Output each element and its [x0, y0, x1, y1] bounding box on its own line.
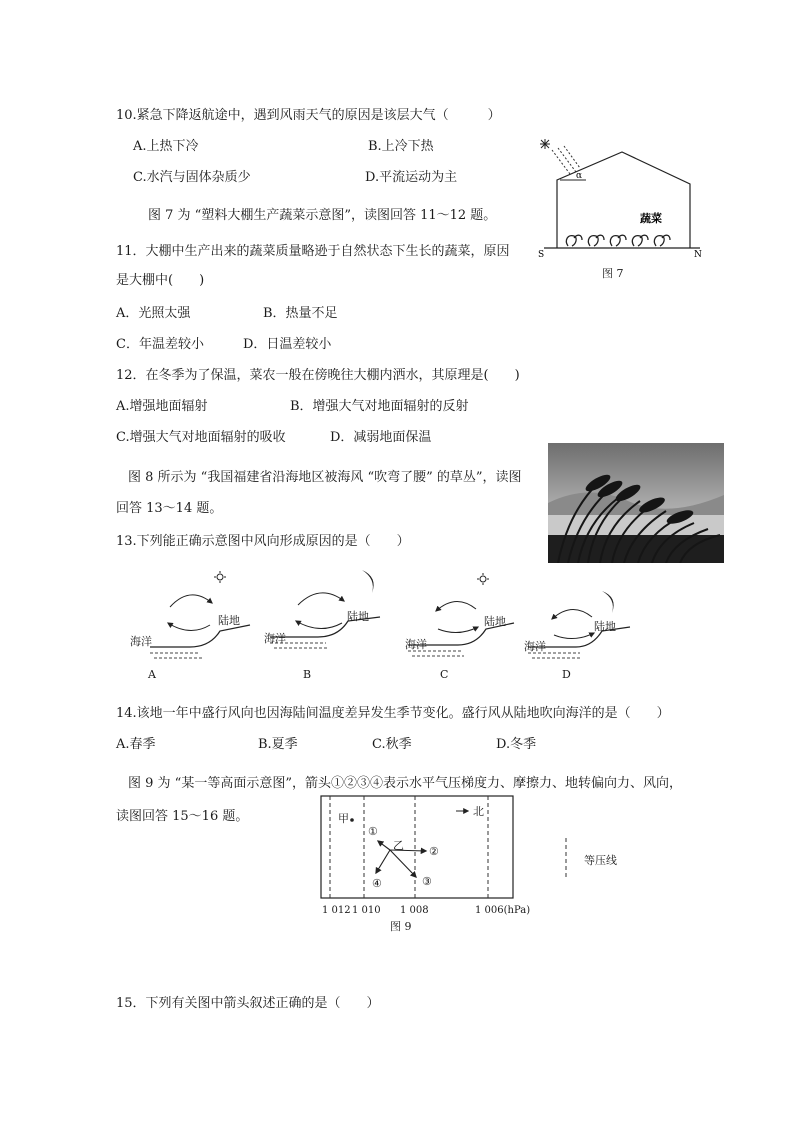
point-jia-label: 甲: [338, 812, 349, 825]
isobar-legend-label: 等压线: [584, 854, 617, 867]
q12-option-d: D．减弱地面保温: [330, 430, 432, 445]
arrow-1-label: ①: [368, 825, 378, 838]
point-yi-label: 乙: [393, 839, 404, 852]
panel-c-letter: C: [440, 668, 449, 681]
panel-d-sea-label: 海洋: [524, 640, 546, 653]
fig7-greenhouse-diagram: [530, 130, 710, 258]
q14-option-c: C.秋季: [372, 737, 412, 752]
panel-d-letter: D: [562, 668, 571, 681]
isobar-1012: 1 012: [322, 905, 351, 916]
north-label: 北: [473, 805, 484, 818]
fig7-caption: 图 7: [602, 267, 624, 280]
q11-option-c: C．年温差较小: [116, 337, 204, 352]
q10-option-d: D.平流运动为主: [365, 170, 458, 185]
moon-icon: [602, 591, 614, 613]
fig9-intro-line2: 读图回答 15～16 题。: [116, 809, 249, 824]
q12-option-b: B．增强大气对地面辐射的反射: [290, 399, 469, 414]
fig8-intro-line1: 图 8 所示为 “我国福建省沿海地区被海风 “吹弯了腰” 的草丛”，读图: [128, 470, 522, 485]
isobar-1006: 1 006(hPa): [475, 905, 531, 916]
vegetable-plants: [566, 235, 670, 246]
arrow-2-label: ②: [429, 845, 439, 858]
point-jia-dot: [350, 818, 354, 822]
fig9-caption: 图 9: [390, 920, 412, 933]
q12-stem: 12．在冬季为了保温，菜农一般在傍晚往大棚内洒水，其原理是( ): [116, 368, 520, 383]
q11-option-b: B．热量不足: [263, 306, 338, 321]
q14-option-a: A.春季: [116, 737, 156, 752]
north-label: N: [694, 250, 702, 258]
q10-stem: 10.紧急下降返航途中，遇到风雨天气的原因是该层大气（ ）: [116, 108, 501, 123]
arrow-4: [376, 850, 390, 873]
isobar-legend-line: [563, 838, 569, 878]
q14-stem: 14.该地一年中盛行风向也因海陆间温度差异发生季节变化。盛行风从陆地吹向海洋的是（ ）: [116, 706, 670, 721]
q14-option-d: D.冬季: [496, 737, 537, 752]
fig9-isobar-diagram: [320, 795, 514, 901]
panel-b-land-label: 陆地: [347, 610, 369, 623]
sun-icon: [540, 139, 550, 149]
greenhouse-outline: [557, 152, 690, 248]
arrow-3: [390, 850, 416, 877]
q11-stem-line1: 11．大棚中生产出来的蔬菜质量略逊于自然状态下生长的蔬菜，原因: [116, 244, 510, 259]
q12-option-a: A.增强地面辐射: [116, 399, 208, 414]
q11-stem-line2: 是大棚中( ): [116, 273, 205, 288]
panel-c-land-label: 陆地: [484, 615, 506, 628]
isobar-1008: 1 008: [400, 905, 429, 916]
q15-stem: 15．下列有关图中箭头叙述正确的是（ ）: [116, 996, 380, 1011]
q12-option-c: C.增强大气对地面辐射的吸收: [116, 430, 286, 445]
south-label: S: [538, 250, 545, 258]
panel-a-land-label: 陆地: [218, 614, 240, 627]
panel-a-letter: A: [148, 668, 156, 681]
fig8-intro-line2: 回答 13～14 题。: [116, 501, 223, 516]
arrow-3-label: ③: [422, 875, 432, 888]
arrow-4-label: ④: [372, 877, 382, 890]
moon-icon: [362, 570, 374, 593]
panel-b-letter: B: [303, 668, 312, 681]
sun-rays: [552, 146, 580, 174]
panel-b-sea-label: 海洋: [264, 632, 286, 645]
q10-option-c: C.水汽与固体杂质少: [133, 170, 251, 185]
vegetable-label: 蔬菜: [640, 212, 662, 225]
q11-option-d: D．日温差较小: [243, 337, 332, 352]
q11-option-a: A．光照太强: [116, 306, 191, 321]
panel-a-sea-label: 海洋: [130, 635, 152, 648]
q10-option-b: B.上冷下热: [368, 139, 434, 154]
diagram-frame: [321, 796, 513, 898]
q14-option-b: B.夏季: [258, 737, 298, 752]
panel-d-land-label: 陆地: [594, 620, 616, 633]
q10-option-a: A.上热下冷: [133, 139, 199, 154]
q13-stem: 13.下列能正确示意图中风向形成原因的是（ ）: [116, 534, 410, 549]
sun-icon: [214, 571, 226, 583]
fig9-intro-line1: 图 9 为 “某一等高面示意图”，箭头①②③④表示水平气压梯度力、摩擦力、地转偏向力、风向，: [128, 776, 682, 791]
fig7-intro: 图 7 为 “塑料大棚生产蔬菜示意图”，读图回答 11～12 题。: [148, 208, 497, 223]
panel-c-sea-label: 海洋: [405, 638, 427, 651]
alpha-label: α: [576, 171, 583, 181]
sun-icon: [477, 573, 489, 585]
fig8-grass-photo: [548, 443, 724, 563]
arrow-1: [378, 841, 390, 850]
isobar-1010: 1 010: [352, 905, 381, 916]
